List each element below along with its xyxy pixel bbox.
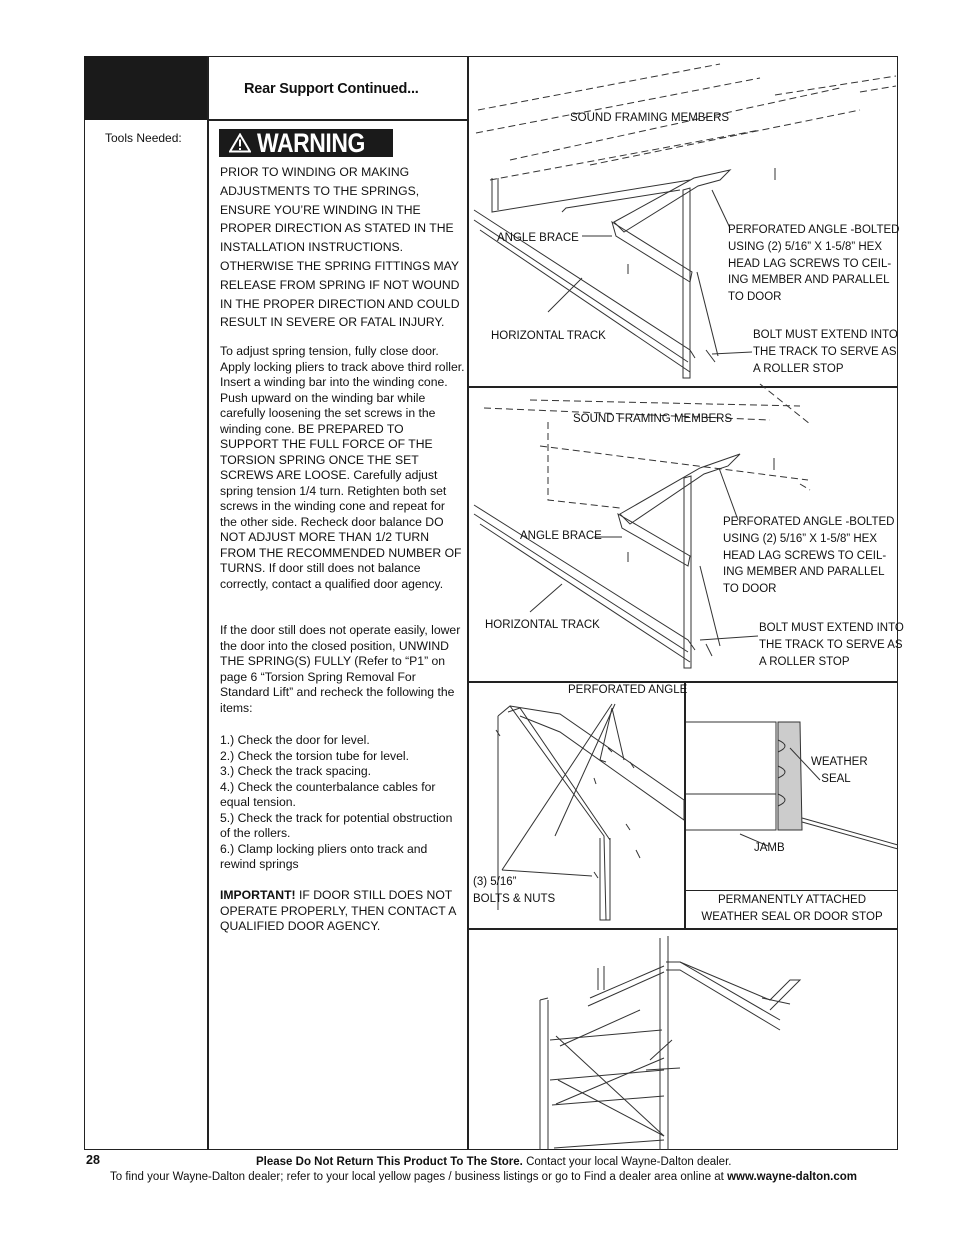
label-line: THE TRACK TO SERVE AS [753, 345, 897, 358]
fig1-sound-framing-label: SOUND FRAMING MEMBERS [570, 112, 730, 124]
fig1-angle-brace-label: ANGLE BRACE [497, 232, 579, 244]
warning-line: INSTALLATION INSTRUCTIONS. [220, 240, 404, 255]
label-line: PERFORATED ANGLE -BOLTED [728, 224, 900, 236]
checklist-item: 6.) Clamp locking pliers onto track and rewind springs [220, 841, 428, 871]
footer-website-link[interactable]: www.wayne-dalton.com [727, 1171, 858, 1183]
warning-line: ENSURE YOU’RE WINDING IN THE [220, 202, 421, 217]
warning-line: RELEASE FROM SPRING IF NOT WOUND [220, 277, 460, 292]
footer-line-1 [256, 1156, 731, 1168]
label-line: PERFORATED ANGLE -BOLTED [723, 516, 895, 528]
footer-contact: Contact your local Wayne-Dalton dealer. [522, 1156, 732, 1168]
label-line: BOLT MUST EXTEND INTO [759, 622, 904, 634]
warning-title: WARNING [257, 127, 365, 158]
unwind-paragraph: If the door still does not operate easily, lower the door into the closed position, UNWIND THE SPRING(S) FULLY (Refer to “P1” on page 6 “Torsion Spring Removal For Standard Lift” and recheck the following the items: [220, 623, 461, 715]
label-line: USING (2) 5/16” X 1-5/8” HEX [723, 532, 878, 545]
fig3-perforated-angle-label: PERFORATED ANGLE [568, 684, 688, 696]
label-line: WEATHER SEAL OR DOOR STOP [701, 910, 883, 923]
fig1-bolt-label [753, 327, 898, 377]
checklist-item: 2.) Check the torsion tube for level. [220, 748, 410, 763]
fig2-horizontal-track-label: HORIZONTAL TRACK [485, 619, 600, 631]
label-line: THE TRACK TO SERVE AS [759, 638, 903, 651]
label-line: ING MEMBER AND PARALLEL [728, 274, 890, 287]
label-line: (3) 5/16” [473, 876, 517, 888]
tools-needed-label: Tools Needed: [105, 131, 182, 145]
warning-line: IN THE PROPER DIRECTION AND COULD [220, 296, 460, 311]
figure-5-drawing [540, 936, 800, 1150]
label-line: HEAD LAG SCREWS TO CEIL- [723, 549, 887, 562]
footer-line-2 [110, 1171, 857, 1183]
spring-tension-paragraph: To adjust spring tension, fully close door. Apply locking pliers to track above third roller. Insert a winding bar into the winding cone. Push upward on the winding bar while carefully loosening the set screws in the winding cone. BE PREPARED TO SUPPORT THE FULL FORCE OF THE TORSION SPRING ONCE THE SET SCREWS ARE LOOSE. Carefully adjust spring tension 1/4 turn. Retighten both set screws in the winding cone and repeat for the other side. Recheck door balance DO NOT ADJUST MORE THAN 1/2 TURN FROM THE RECOMMENDED NUMBER OF TURNS. If door still does not balance correctly, contact a qualified door agency. [220, 344, 465, 591]
fig2-perforated-angle-label [723, 514, 894, 598]
warning-line: OTHERWISE THE SPRING FITTINGS MAY [220, 258, 460, 273]
fig1-horizontal-track-label: HORIZONTAL TRACK [491, 330, 606, 342]
warning-line: PROPER DIRECTION AS STATED IN THE [220, 221, 454, 236]
label-line: SEAL [821, 772, 851, 785]
warning-line: RESULT IN SEVERE OR FATAL INJURY. [220, 315, 445, 330]
checklist-item: 5.) Check the track for potential obstruction of the rollers. [220, 810, 453, 840]
label-line: BOLT MUST EXTEND INTO [753, 329, 898, 341]
fig3-bolts-label [473, 874, 555, 908]
fig1-perforated-angle-label [728, 222, 899, 306]
fig4-weather-seal-label [811, 754, 868, 788]
label-line: A ROLLER STOP [759, 655, 850, 668]
label-line: TO DOOR [723, 583, 777, 596]
figure-4-drawing [686, 722, 898, 849]
label-line: HEAD LAG SCREWS TO CEIL- [728, 257, 892, 270]
label-line: USING (2) 5/16” X 1-5/8” HEX [728, 240, 883, 253]
label-line: A ROLLER STOP [753, 362, 844, 375]
warning-line: PRIOR TO WINDING OR MAKING [220, 165, 410, 179]
important-text: IF DOOR STILL DOES NOT OPERATE PROPERLY, THEN CONTACT A QUALIFIED DOOR AGENCY. [220, 888, 456, 933]
fig4-caption [686, 892, 898, 926]
label-line: BOLTS & NUTS [473, 892, 556, 905]
footer-dealer-text: To find your Wayne-Dalton dealer; refer to your local yellow pages / business listings or go to Find a dealer area online at [110, 1171, 728, 1183]
fig2-angle-brace-label: ANGLE BRACE [520, 530, 602, 542]
page-number: 28 [86, 1153, 100, 1167]
label-line: ING MEMBER AND PARALLEL [723, 566, 885, 579]
checklist-item: 4.) Check the counterbalance cables for equal tension. [220, 779, 436, 809]
footer-notice: Please Do Not Return This Product To The Store. [256, 1156, 523, 1168]
label-line: PERMANENTLY ATTACHED [717, 894, 867, 906]
checklist-item: 3.) Check the track spacing. [220, 764, 372, 778]
important-label: IMPORTANT! [220, 888, 296, 902]
label-line: TO DOOR [728, 291, 782, 304]
fig2-bolt-label [759, 620, 904, 670]
section-title: Rear Support Continued... [244, 81, 419, 97]
fig4-jamb-label: JAMB [754, 842, 785, 854]
warning-line: ADJUSTMENTS TO THE SPRINGS, [220, 183, 420, 198]
fig2-sound-framing-label: SOUND FRAMING MEMBERS [573, 413, 733, 425]
label-line: WEATHER [811, 756, 868, 768]
checklist-item: 1.) Check the door for level. [220, 733, 370, 747]
